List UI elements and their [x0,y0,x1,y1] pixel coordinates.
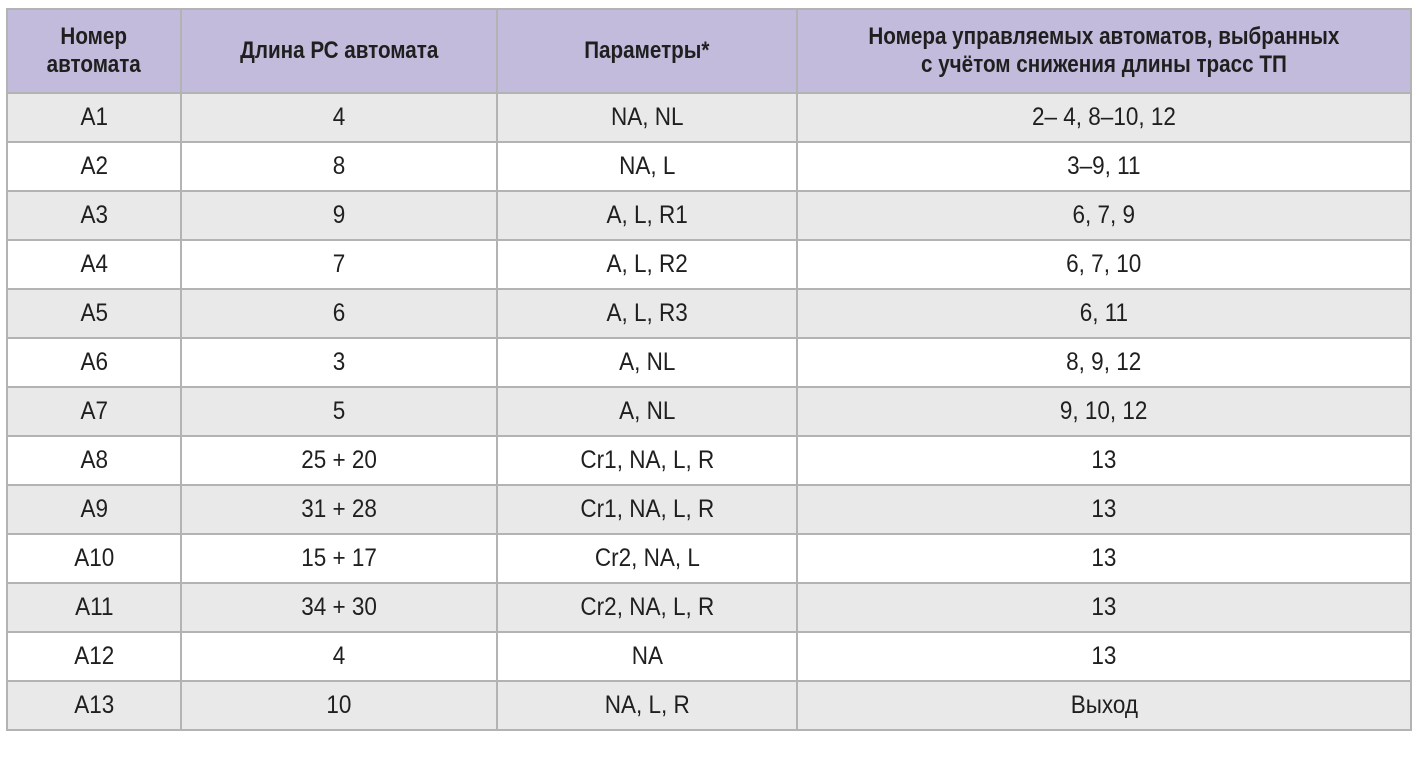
cell-automaton-number [7,387,181,436]
cell-automaton-number-text: A12 [73,642,115,670]
cell-rs-length-text: 6 [332,299,346,327]
cell-rs-length [181,338,497,387]
cell-rs-length [181,583,497,632]
cell-parameters [497,142,797,191]
cell-rs-length [181,534,497,583]
cell-rs-length [181,289,497,338]
cell-parameters-text: NA, L, R [604,691,690,719]
cell-controlled-automata-text: 6, 7, 10 [1066,250,1142,278]
cell-parameters [497,338,797,387]
cell-automaton-number-text: A3 [80,201,108,229]
cell-rs-length [181,436,497,485]
cell-parameters [497,632,797,681]
cell-controlled-automata-text: 9, 10, 12 [1060,397,1148,425]
cell-rs-length-text: 7 [332,250,346,278]
header-controlled-automata-text: Номера управляемых автоматов, выбранных с учётом снижения длины трасс ТП [868,23,1340,78]
cell-controlled-automata [797,338,1411,387]
header-row [7,9,1411,93]
cell-automaton-number [7,142,181,191]
cell-controlled-automata-text: 3–9, 11 [1067,152,1141,180]
cell-rs-length-text: 5 [332,397,346,425]
cell-rs-length [181,387,497,436]
cell-automaton-number-text: A6 [80,348,108,376]
cell-controlled-automata [797,534,1411,583]
cell-controlled-automata-text: 13 [1091,642,1117,670]
cell-parameters [497,681,797,730]
cell-automaton-number-text: A8 [80,446,108,474]
cell-parameters-text: NA, NL [610,103,684,131]
cell-parameters-text: A, L, R2 [606,250,688,278]
header-rs-length [181,9,497,93]
table-row [7,485,1411,534]
cell-rs-length-text: 10 [326,691,352,719]
cell-controlled-automata [797,436,1411,485]
cell-rs-length-text: 15 + 17 [301,544,377,572]
cell-controlled-automata [797,93,1411,142]
cell-automaton-number-text: A9 [80,495,108,523]
header-parameters-text: Параметры* [584,37,710,64]
cell-rs-length [181,191,497,240]
cell-parameters [497,485,797,534]
table-row [7,338,1411,387]
cell-automaton-number-text: A2 [80,152,108,180]
cell-rs-length-text: 25 + 20 [301,446,377,474]
cell-rs-length-text: 4 [332,642,346,670]
automata-table [6,8,1412,731]
cell-parameters-text: Cr1, NA, L, R [580,446,714,474]
cell-automaton-number-text: A7 [80,397,108,425]
table-row [7,240,1411,289]
header-controlled-automata [797,9,1411,93]
cell-rs-length [181,240,497,289]
automata-table-container [6,8,1410,731]
table-row [7,191,1411,240]
table-body [7,93,1411,730]
table-row [7,534,1411,583]
cell-controlled-automata-text: 6, 11 [1079,299,1129,327]
cell-rs-length-text: 34 + 30 [301,593,377,621]
cell-controlled-automata [797,632,1411,681]
cell-controlled-automata-text: 8, 9, 12 [1066,348,1142,376]
cell-automaton-number-text: A10 [73,544,115,572]
table-header [7,9,1411,93]
cell-automaton-number [7,485,181,534]
cell-controlled-automata-text: 2– 4, 8–10, 12 [1032,103,1176,131]
cell-controlled-automata [797,583,1411,632]
table-row [7,583,1411,632]
table-row [7,289,1411,338]
cell-automaton-number [7,436,181,485]
cell-controlled-automata-text: 13 [1091,446,1117,474]
cell-automaton-number [7,289,181,338]
cell-parameters [497,191,797,240]
cell-parameters [497,93,797,142]
cell-automaton-number-text: A4 [80,250,108,278]
cell-rs-length-text: 9 [332,201,346,229]
cell-controlled-automata-text: 13 [1091,593,1117,621]
cell-automaton-number-text: A11 [74,593,114,621]
cell-controlled-automata [797,240,1411,289]
cell-parameters [497,583,797,632]
cell-parameters-text: Cr1, NA, L, R [580,495,714,523]
cell-automaton-number [7,534,181,583]
table-row [7,142,1411,191]
cell-automaton-number-text: A13 [73,691,115,719]
cell-parameters-text: A, NL [618,348,676,376]
header-rs-length-text: Длина РС автомата [239,37,439,64]
cell-parameters-text: A, L, R3 [606,299,688,327]
cell-rs-length-text: 31 + 28 [301,495,377,523]
table-row [7,436,1411,485]
cell-controlled-automata [797,485,1411,534]
cell-controlled-automata [797,191,1411,240]
header-automaton-number-text: Номер автомата [46,23,142,78]
cell-automaton-number [7,338,181,387]
cell-automaton-number [7,681,181,730]
cell-rs-length-text: 3 [332,348,346,376]
cell-automaton-number [7,240,181,289]
table-row [7,681,1411,730]
cell-rs-length-text: 8 [332,152,346,180]
cell-controlled-automata [797,387,1411,436]
cell-rs-length [181,142,497,191]
cell-parameters-text: Cr2, NA, L, R [580,593,714,621]
cell-parameters-text: NA [631,642,663,670]
cell-parameters [497,534,797,583]
table-row [7,632,1411,681]
cell-controlled-automata [797,142,1411,191]
cell-automaton-number [7,583,181,632]
cell-parameters-text: A, NL [618,397,676,425]
cell-controlled-automata-text: Выход [1070,691,1138,719]
cell-rs-length [181,485,497,534]
cell-controlled-automata-text: 13 [1091,495,1117,523]
cell-controlled-automata-text: 13 [1091,544,1117,572]
cell-parameters-text: A, L, R1 [606,201,688,229]
cell-automaton-number-text: A5 [80,299,108,327]
table-row [7,387,1411,436]
cell-rs-length-text: 4 [332,103,346,131]
cell-rs-length [181,93,497,142]
cell-rs-length [181,681,497,730]
table-row [7,93,1411,142]
cell-automaton-number [7,632,181,681]
cell-rs-length [181,632,497,681]
cell-automaton-number-text: A1 [80,103,108,131]
cell-controlled-automata [797,289,1411,338]
cell-parameters [497,436,797,485]
cell-parameters-text: Cr2, NA, L [594,544,700,572]
cell-parameters-text: NA, L [618,152,676,180]
cell-parameters [497,289,797,338]
header-parameters [497,9,797,93]
header-automaton-number [7,9,181,93]
cell-controlled-automata [797,681,1411,730]
cell-automaton-number [7,191,181,240]
cell-controlled-automata-text: 6, 7, 9 [1072,201,1136,229]
cell-automaton-number [7,93,181,142]
cell-parameters [497,240,797,289]
cell-parameters [497,387,797,436]
